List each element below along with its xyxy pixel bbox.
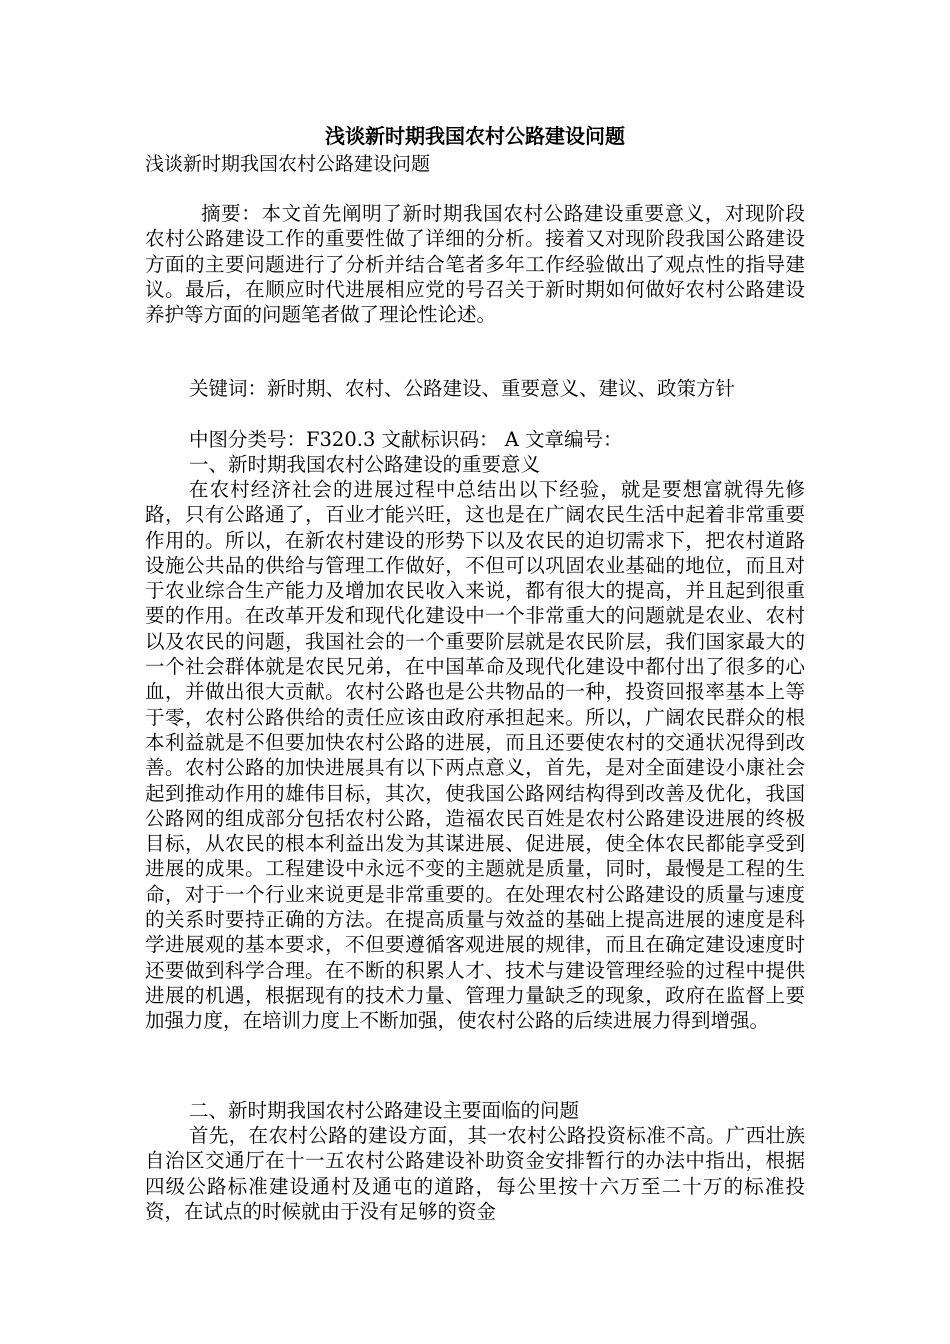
section-body-2: 首先，在农村公路的建设方面，其一农村公路投资标准不高。广西壮族自治区交通厅在十一五农村公路建设补助资金安排暂行的办法中指出，根据四级公路标准建设通村及通屯的道路，每公里按十六万至二十万的标准投资，在试点的时候就由于没有足够的资金: [145, 1124, 805, 1223]
keywords-paragraph: 关键词：新时期、农村、公路建设、重要意义、建议、政策方针: [189, 377, 736, 400]
document-subtitle: 浅谈新时期我国农村公路建设问题: [145, 153, 431, 175]
classification-line: 中图分类号：F320.3 文献标识码： A 文章编号：: [189, 428, 623, 451]
abstract-paragraph: 摘要：本文首先阐明了新时期我国农村公路建设重要意义，对现阶段农村公路建设工作的重要性做了详细的分析。接着又对现阶段我国公路建设方面的主要问题进行了分析并结合笔者多年工作经验做出了观点性的指导建议。最后，在顺应时代进展相应党的号召关于新时期如何做好农村公路建设养护等方面的问题笔者做了理论性论述。: [145, 202, 805, 327]
section-heading-1: 一、新时期我国农村公路建设的重要意义: [189, 453, 541, 476]
section-heading-2: 二、新时期我国农村公路建设主要面临的问题: [189, 1099, 580, 1122]
section-body-1: 在农村经济社会的进展过程中总结出以下经验，就是要想富就得先修路，只有公路通了，百业才能兴旺，这也是在广阔农民生活中起着非常重要作用的。所以，在新农村建设的形势下以及农民的迫切需求下，把农村道路设施公共品的供给与管理工作做好，不但可以巩固农业基础的地位，而且对于农业综合生产能力及增加农民收入来说，都有很大的提高，并且起到很重要的作用。在改革开发和现代化建设中一个非常重大的问题就是农业、农村以及农民的问题，我国社会的一个重要阶层就是农民阶层，我们国家最大的一个社会群体就是农民兄弟，在中国革命及现代化建设中都付出了很多的心血，并做出很大贡献。农村公路也是公共物品的一种，投资回报率基本上等于零，农村公路供给的责任应该由政府承担起来。所以，广阔农民群众的根本利益就是不但要加快农村公路的进展，而且还要使农村的交通状况得到改善。农村公路的加快进展具有以下两点意义，首先，是对全面建设小康社会起到推动作用的雄伟目标，其次，使我国公路网结构得到改善及优化，我国公路网的组成部分包括农村公路，造福农民百姓是农村公路建设进展的终极目标，从农民的根本利益出发为其谋进展、促进展，使全体农民都能享受到进展的成果。工程建设中永远不变的主题就是质量，同时，最慢是工程的生命，对于一个行业来说更是非常重要的。在处理农村公路建设的质量与速度的关系时要持正确的方法。在提高质量与效益的基础上提高进展的速度是科学进展观的基本要求，不但要遵循客观进展的规律，而且在确定建设速度时还要做到科学合理。在不断的积累人才、技术与建设管理经验的过程中提供进展的机遇，根据现有的技术力量、管理力量缺乏的现象，政府在监督上要加强力度，在培训力度上不断加强，使农村公路的后续进展力得到增强。: [145, 478, 805, 1033]
document-title: 浅谈新时期我国农村公路建设问题: [325, 124, 625, 148]
